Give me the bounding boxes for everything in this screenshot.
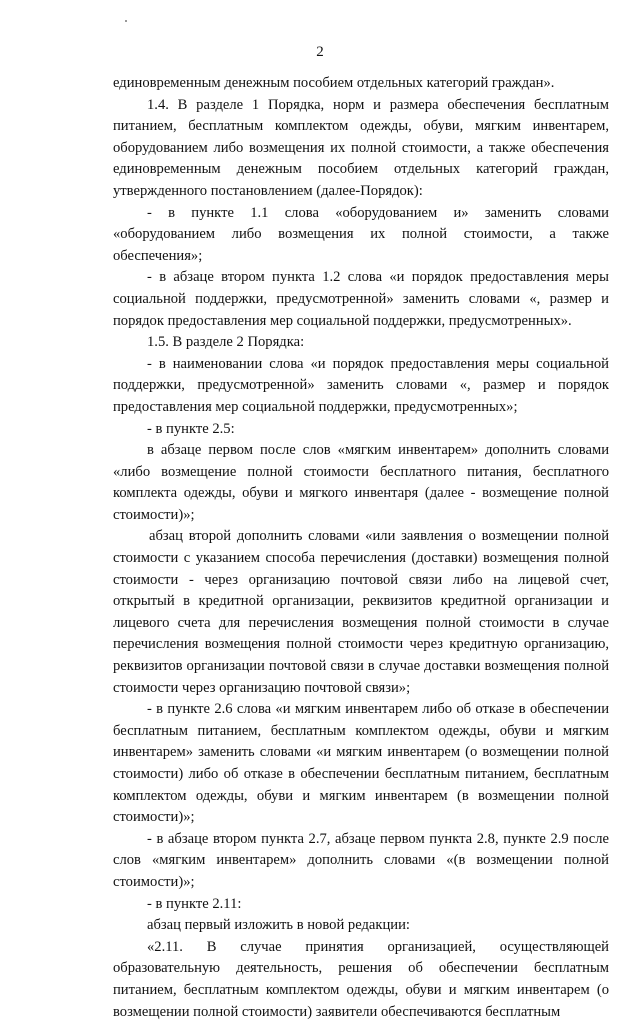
paragraph-item-2-5: - в пункте 2.5: [147,420,235,437]
paragraph-item-2-7: - в абзаце втором пункта 2.7, абзаце первом пункта 2.8, пункте 2.9 после слов «мягким инвентарем» дополнить словами «(в возмещении полной стоимости)»; [113,830,609,890]
paragraph-item-2-11: - в пункте 2.11: [147,895,242,912]
paragraph-section-title: - в наименовании слова «и порядок предоставления меры социальной поддержки, предусмотренной» заменить словами «, размер и порядок предоставления мер социальной поддержки, предусмотренных»; [113,355,609,415]
paragraph-item-2-6: - в пункте 2.6 слова «и мягким инвентарем либо об отказе в обеспечении бесплатным питанием, бесплатным комплектом одежды, обуви и мягким инвентарем» заменить словами «и мягким инвентарем (о возмещении полной стоимости) либо об отказе в обеспечении бесплатным питанием, бесплатным комплектом одежды, обуви и мягким инвентарем (в возмещении полной стоимости)»; [113,701,609,826]
paragraph-item-1-2: - в абзаце втором пункта 1.2 слова «и порядок предоставления меры социальной поддержки, предусмотренной» заменить словами «, размер и порядок предоставления мер социальной поддержки, предусмотренных». [113,269,609,329]
paragraph-new-edition: абзац первый изложить в новой редакции: [147,917,410,934]
document-body [113,73,609,1023]
paragraph-1-4: 1.4. В разделе 1 Порядка, норм и размера обеспечения бесплатным питанием, бесплатным комплектом одежды, обуви, мягким инвентарем, оборудованием либо возмещения их полной стоимости, а также обеспечения единовременным денежным пособием отдельных категорий граждан, утвержденного постановлением (далее-Порядок): [113,96,609,199]
paragraph-continuation: единовременным денежным пособием отдельных категорий граждан». [113,75,555,91]
paragraph-2-5-first: в абзаце первом после слов «мягким инвентарем» дополнить словами «либо возмещение полной стоимости бесплатного питания, бесплатного комплекта одежды, обуви и мягкого инвентаря (далее - возмещение полной стоимости)»; [113,442,609,523]
paragraph-2-5-second: абзац второй дополнить словами «или заявления о возмещении полной стоимости с указанием способа перечисления (доставки) возмещения полной стоимости - через организацию почтовой связи либо на лицевой счет, открытый в кредитной организации, реквизитов кредитной организации и лицевого счета для перечисления возмещения полной стоимости в случае перечисления возмещения полной стоимости через кредитную организацию, реквизитов организации почтовой связи в случае доставки возмещения полной стоимости через организацию почтовой связи»; [113,528,609,696]
page-number: 2 [316,44,324,60]
scan-dot [125,20,127,22]
paragraph-1-5: 1.5. В разделе 2 Порядка: [147,334,305,351]
paragraph-2-11-text: «2.11. В случае принятия организацией, осуществляющей образовательную деятельность, решения об обеспечении бесплатным питанием, бесплатным комплектом одежды, обуви и мягким инвентарем (о возмещении полной стоимости) заявители обеспечиваются бесплатным [113,938,609,1020]
paragraph-item-1-1: - в пункте 1.1 слова «оборудованием и» заменить словами «оборудованием либо возмещения их полной стоимости, а также обеспечения»; [113,204,609,264]
